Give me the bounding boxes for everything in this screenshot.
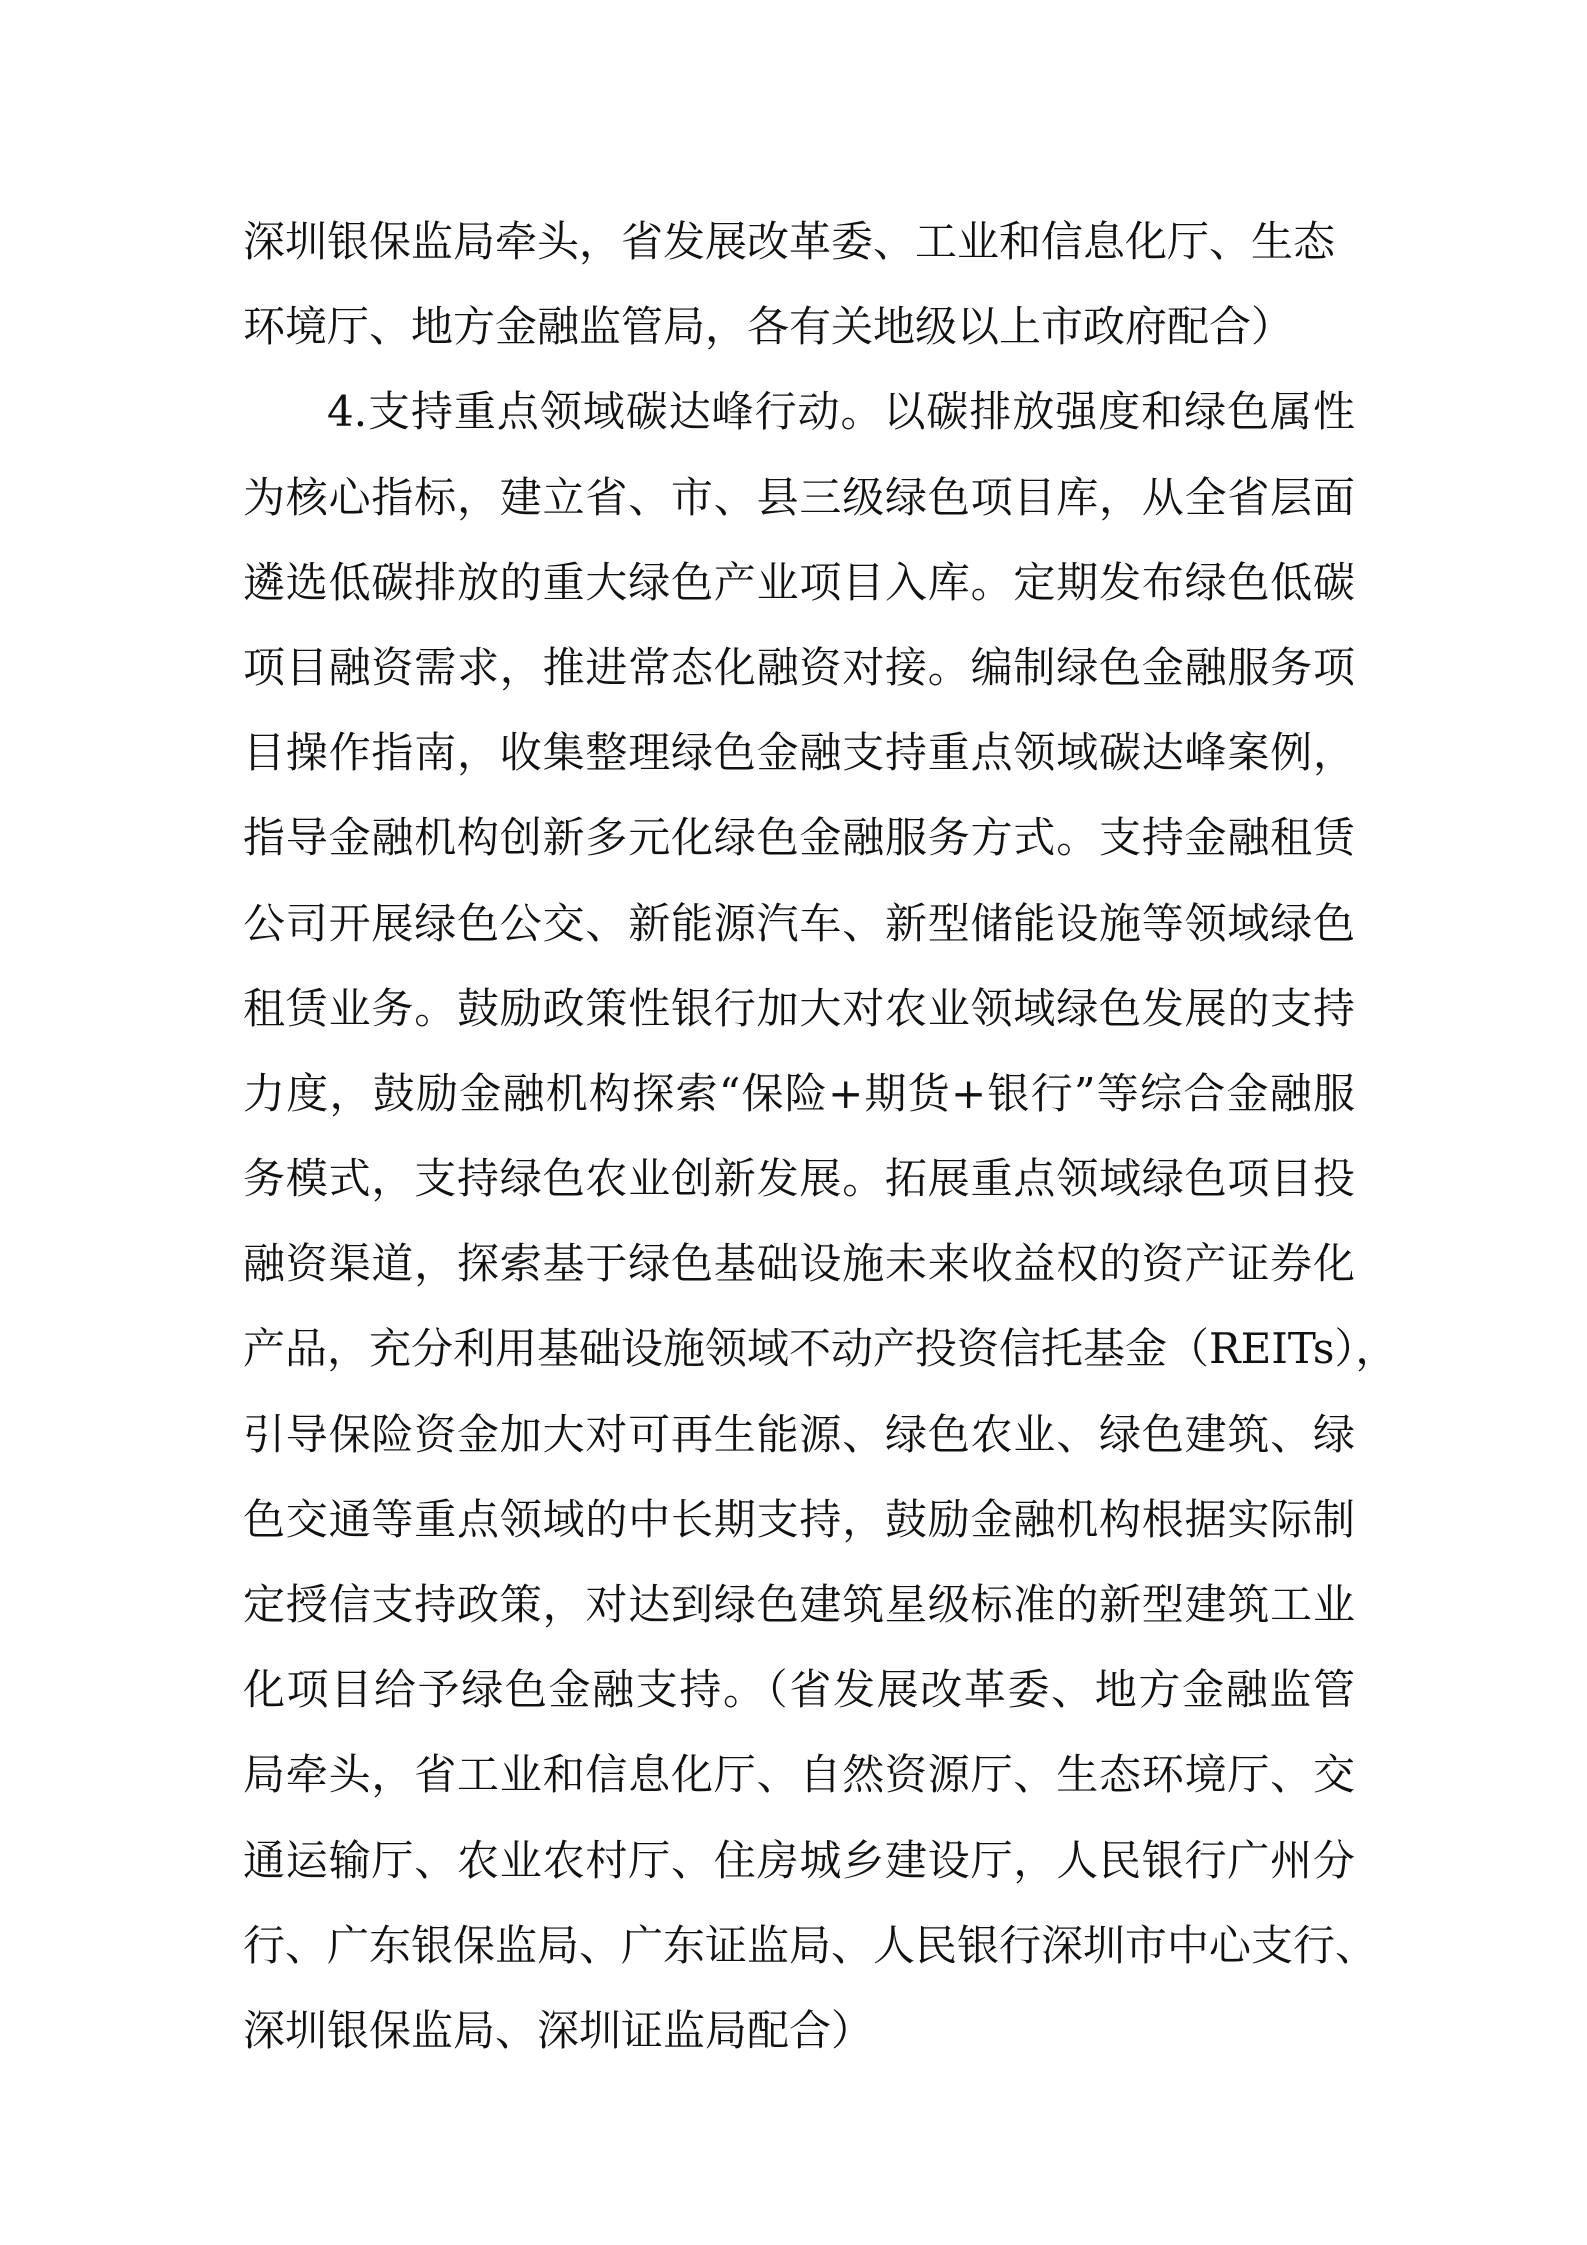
text-line: 局牵头，省工业和信息化厅、自然资源厅、生态环境厅、交 [243,1750,1355,1800]
text-line: 为核心指标，建立省、市、县三级绿色项目库，从全省层面 [243,472,1355,522]
text-line: 融资渠道，探索基于绿色基础设施未来收益权的资产证券化 [243,1239,1355,1289]
text-line: 公司开展绿色公交、新能源汽车、新型储能设施等领域绿色 [243,898,1355,948]
text-line: 色交通等重点领域的中长期支持，鼓励金融机构根据实际制 [243,1494,1355,1544]
paragraph-last-line: 深圳银保监局、深圳证监局配合） [243,2005,874,2055]
text-line: 引导保险资金加大对可再生能源、绿色农业、绿色建筑、绿 [243,1409,1355,1459]
text-line: 务模式，支持绿色农业创新发展。拓展重点领域绿色项目投 [243,1154,1355,1204]
text-line: 行、广东银保监局、广东证监局、人民银行深圳市中心支行、 [243,1920,1378,1970]
text-line: 化项目给予绿色金融支持。（省发展改革委、地方金融监管 [243,1665,1355,1715]
text-line: 力度，鼓励金融机构探索“保险+期货+银行”等综合金融服 [243,1068,1355,1118]
text-line: 目操作指南，收集整理绿色金融支持重点领域碳达峰案例， [243,728,1355,778]
text-line: 定授信支持政策，对达到绿色建筑星级标准的新型建筑工业 [243,1580,1355,1629]
text-line: 遴选低碳排放的重大绿色产业项目入库。定期发布绿色低碳 [243,557,1355,607]
body-text [243,199,1398,2073]
paragraph-first-line: 4.支持重点领域碳达峰行动。以碳排放强度和绿色属性 [327,387,1355,437]
text-line: 环境厅、地方金融监管局，各有关地级以上市政府配合） [243,302,1294,352]
text-line: 指导金融机构创新多元化绿色金融服务方式。支持金融租赁 [243,813,1355,863]
text-line: 通运输厅、农业农村厅、住房城乡建设厅，人民银行广州分 [243,1835,1355,1885]
text-line: 产品，充分利用基础设施领域不动产投资信托基金（REITs）， [243,1324,1398,1374]
text-line: 深圳银保监局牵头，省发展改革委、工业和信息化厅、生态 [243,217,1336,266]
text-line: 租赁业务。鼓励政策性银行加大对农业领域绿色发展的支持 [243,983,1355,1033]
text-line: 项目融资需求，推进常态化融资对接。编制绿色金融服务项 [243,642,1355,692]
